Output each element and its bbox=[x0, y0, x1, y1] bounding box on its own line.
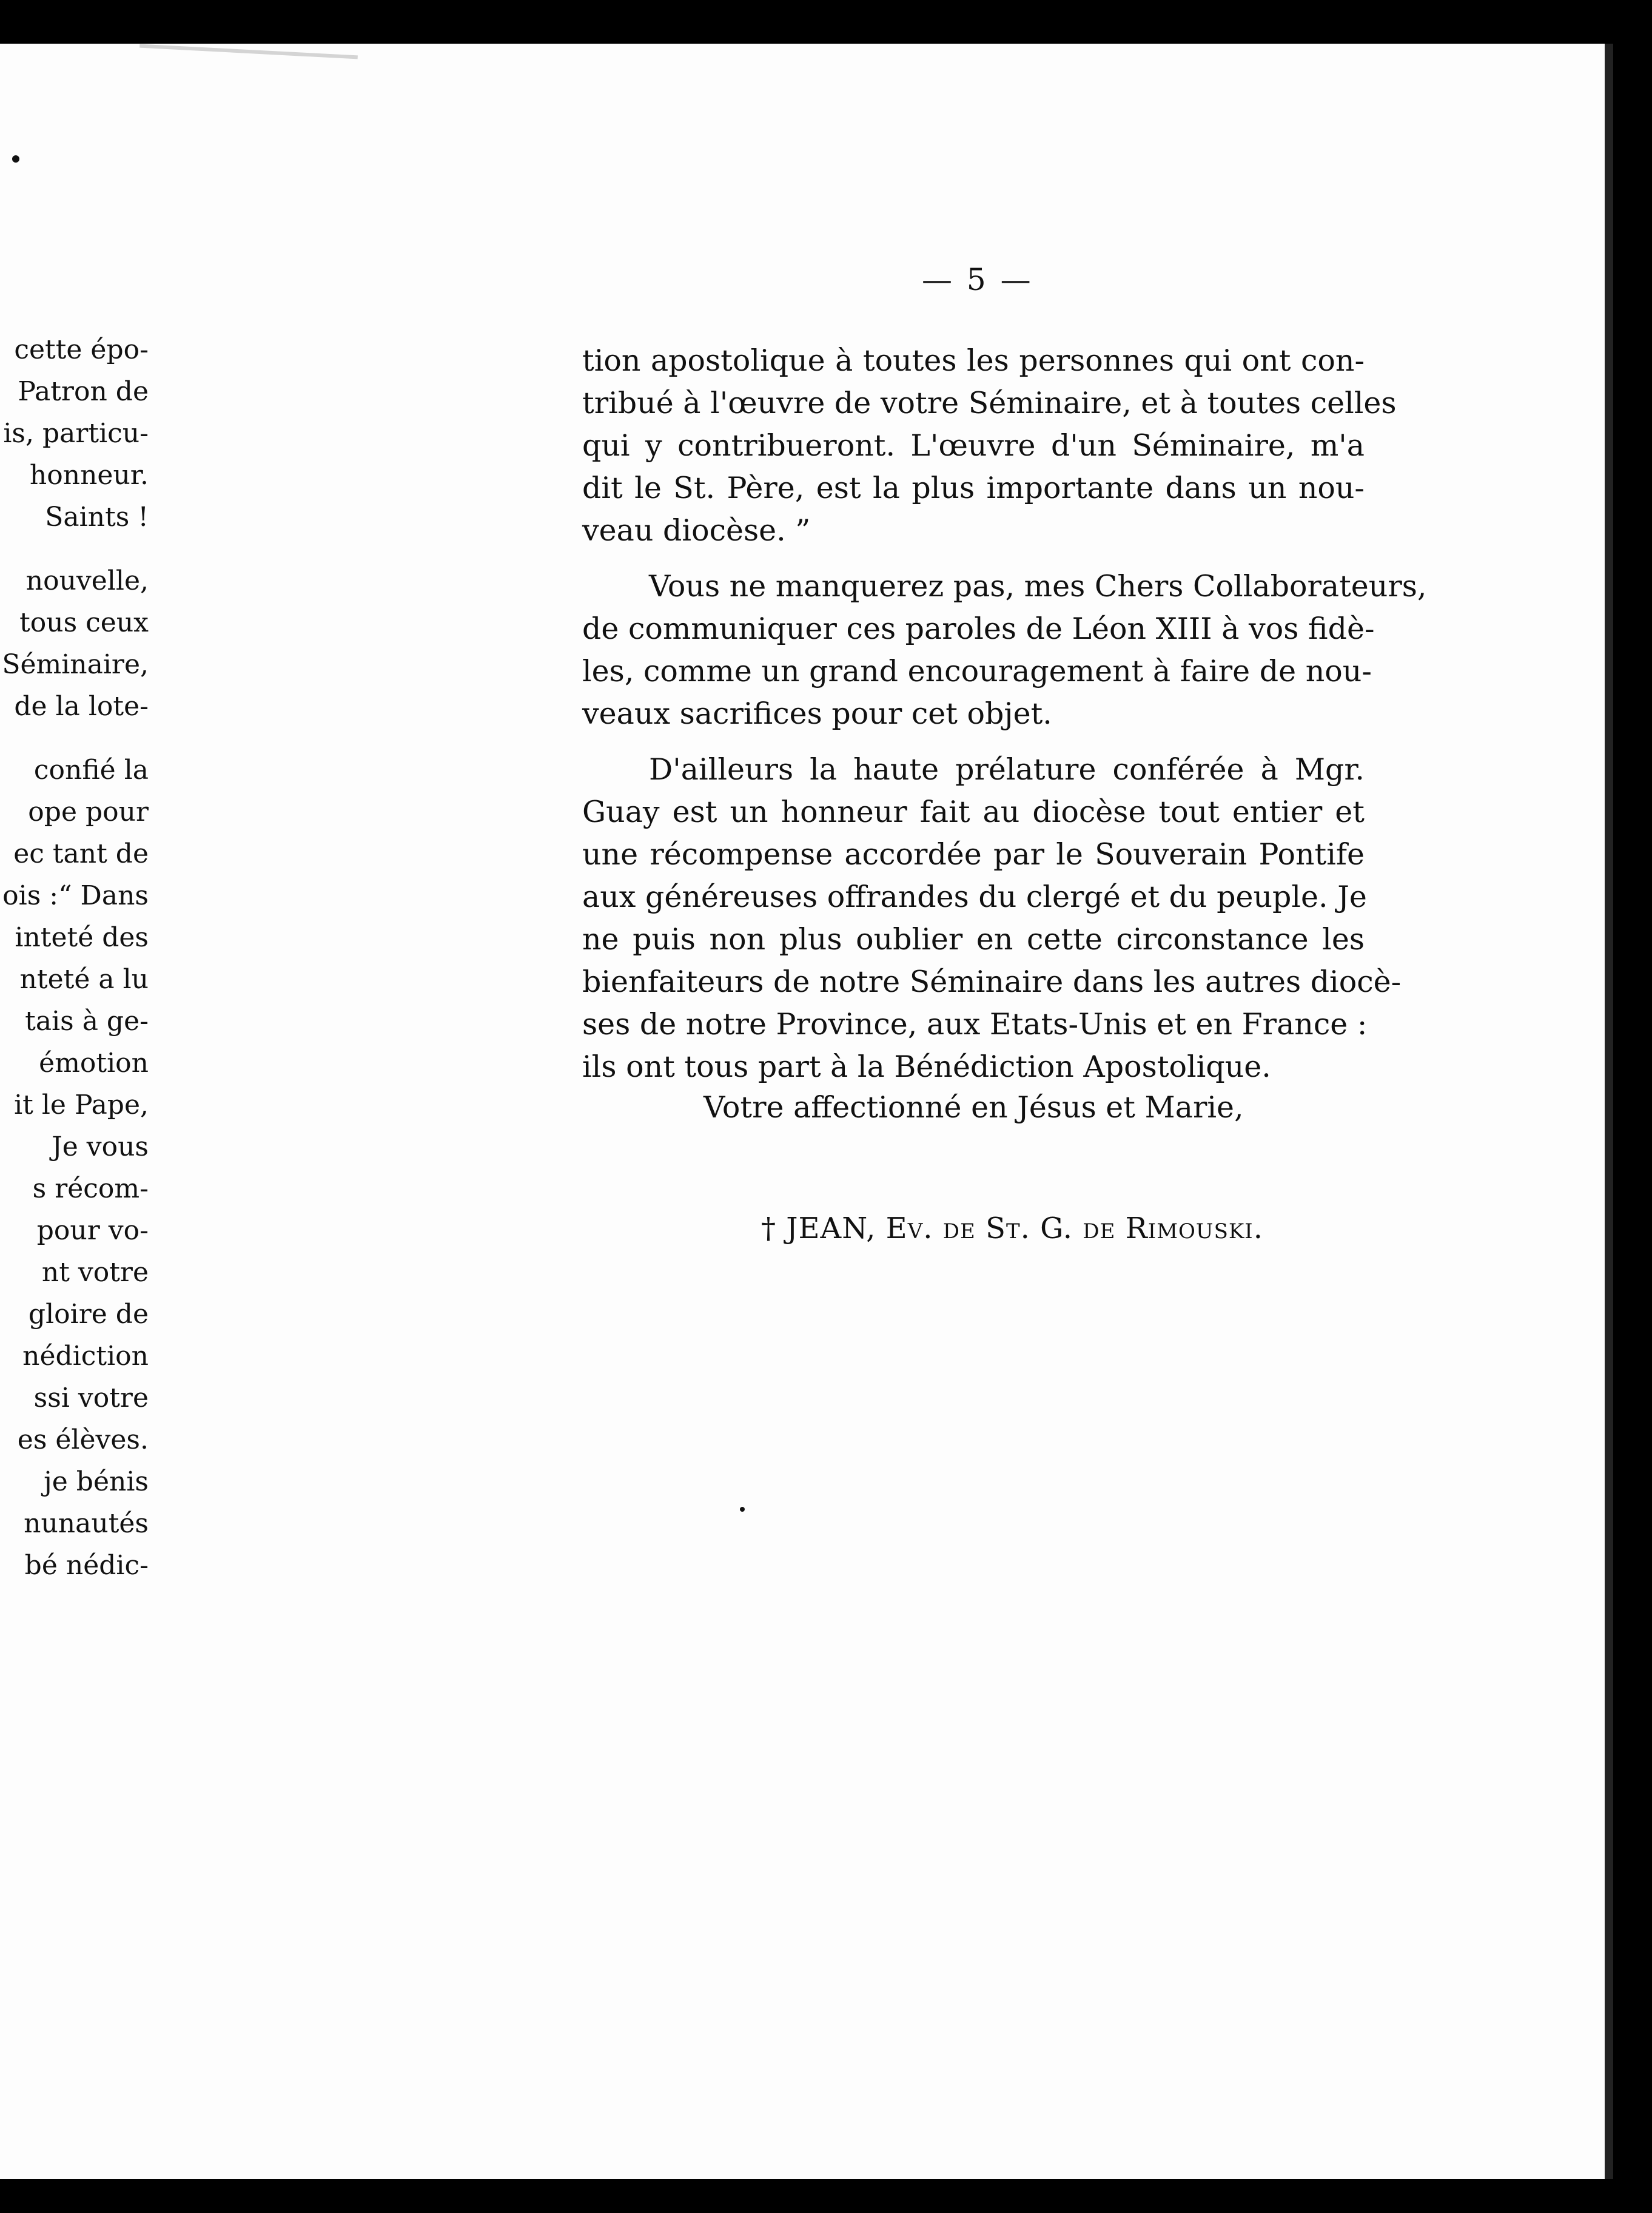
signature-name: † JEAN, bbox=[761, 1211, 876, 1245]
text-line: une récompense accordée par le Souverain Pontife bbox=[582, 837, 1365, 872]
closing-salutation: Votre affectionné en Jésus et Marie, bbox=[703, 1090, 1244, 1125]
text-line: veau diocèse. ” bbox=[582, 513, 811, 548]
facing-page-fragment bbox=[0, 329, 149, 1586]
text-line: dit le St. Père, est la plus importante dans un nou- bbox=[582, 471, 1365, 505]
fragment-line: honneur. bbox=[29, 460, 149, 491]
fragment-line: Patron de bbox=[18, 376, 149, 407]
text-line: bienfaiteurs de notre Séminaire dans les autres diocè- bbox=[582, 965, 1402, 999]
fragment-line: nunautés bbox=[24, 1508, 149, 1539]
fragment-line: Je vous bbox=[52, 1131, 149, 1162]
fragment-line: pour vo- bbox=[36, 1215, 149, 1246]
fragment-line: bé nédic- bbox=[24, 1550, 149, 1581]
text-line: tion apostolique à toutes les personnes qui ont con- bbox=[582, 343, 1365, 378]
fragment-line: ope pour bbox=[28, 797, 149, 827]
text-line: ils ont tous part à la Bénédiction Apostolique. bbox=[582, 1049, 1271, 1084]
line-gap bbox=[0, 727, 149, 749]
scan-smudge bbox=[139, 44, 358, 59]
paragraph bbox=[582, 340, 1397, 552]
signature bbox=[761, 1211, 1263, 1245]
ink-speck bbox=[12, 155, 19, 163]
fragment-line: inteté des bbox=[15, 922, 149, 953]
line-gap bbox=[0, 538, 149, 560]
fragment-line: nt votre bbox=[41, 1257, 149, 1288]
text-line: tribué à l'œuvre de votre Séminaire, et à toutes celles bbox=[582, 386, 1397, 420]
fragment-line: tais à ge- bbox=[25, 1006, 149, 1037]
fragment-line: nédiction bbox=[22, 1341, 149, 1372]
fragment-line: confié la bbox=[33, 755, 149, 786]
fragment-line: je bénis bbox=[44, 1466, 149, 1497]
fragment-line: ec tant de bbox=[13, 838, 149, 869]
fragment-line: de la lote- bbox=[14, 691, 149, 722]
fragment-line: s récom- bbox=[32, 1173, 149, 1204]
fragment-line: Séminaire, bbox=[2, 649, 149, 680]
fragment-line: Saints ! bbox=[45, 502, 149, 533]
fragment-line: it le Pape, bbox=[14, 1090, 149, 1120]
text-line: Guay est un honneur fait au diocèse tout entier et bbox=[582, 795, 1365, 829]
page-number: — 5 — bbox=[922, 262, 1033, 297]
letter-body bbox=[582, 340, 1427, 1102]
text-line: aux généreuses offrandes du clergé et du peuple. Je bbox=[582, 880, 1367, 914]
fragment-line: ssi votre bbox=[33, 1383, 149, 1413]
fragment-line: is, particu- bbox=[3, 418, 149, 449]
text-line: de communiquer ces paroles de Léon XIII à vos fidè- bbox=[582, 611, 1375, 646]
text-line: veaux sacrifices pour cet objet. bbox=[582, 696, 1052, 731]
fragment-line: nteté a lu bbox=[19, 964, 149, 995]
fragment-line: nouvelle, bbox=[25, 565, 149, 596]
page-edge bbox=[1605, 44, 1613, 2179]
fragment-line: émotion bbox=[39, 1048, 149, 1079]
text-line: ne puis non plus oublier en cette circonstance les bbox=[582, 922, 1365, 957]
fragment-line: ois :“ Dans bbox=[2, 880, 149, 911]
scanned-page bbox=[0, 44, 1613, 2179]
fragment-line: gloire de bbox=[28, 1299, 149, 1330]
text-line: Vous ne manquerez pas, mes Chers Collaborateurs, bbox=[649, 569, 1427, 604]
text-line: qui y contribueront. L'œuvre d'un Séminaire, m'a bbox=[582, 428, 1365, 463]
signature-title: Ev. de St. G. de Rimouski. bbox=[885, 1211, 1263, 1245]
fragment-line: tous ceux bbox=[19, 607, 149, 638]
fragment-line: es élèves. bbox=[17, 1424, 149, 1455]
paragraph bbox=[582, 749, 1402, 1088]
fragment-line: cette épo- bbox=[14, 334, 149, 365]
text-line: les, comme un grand encouragement à faire de nou- bbox=[582, 654, 1372, 689]
paragraph bbox=[582, 565, 1427, 735]
text-line: ses de notre Province, aux Etats-Unis et en France : bbox=[582, 1007, 1368, 1042]
text-line: D'ailleurs la haute prélature conférée à Mgr. bbox=[649, 752, 1365, 787]
ink-speck bbox=[740, 1507, 745, 1512]
